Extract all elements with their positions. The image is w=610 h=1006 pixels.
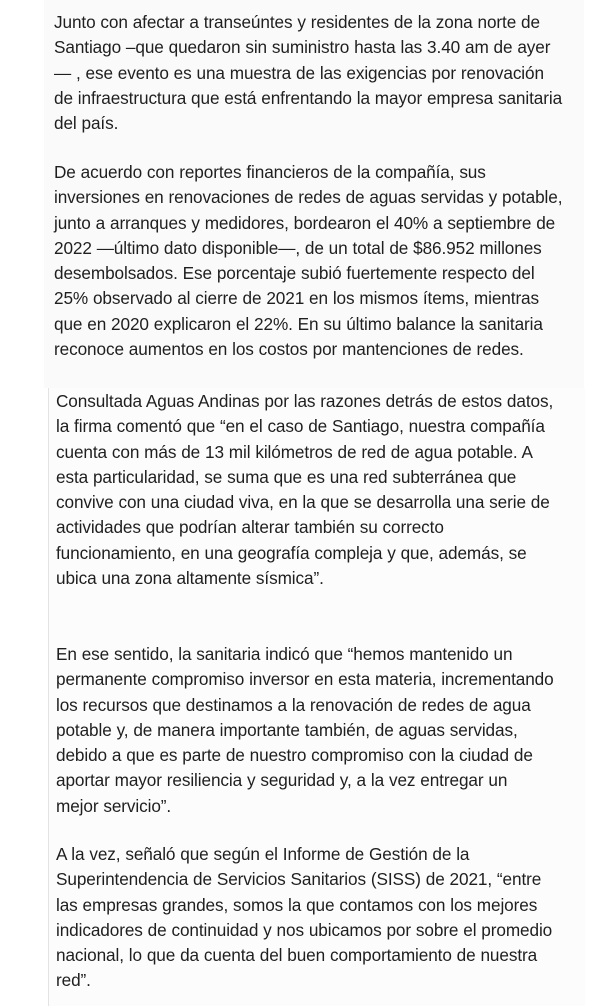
- quote-paragraph: A la vez, señaló que según el Informe de Gestión de la Superintendencia de Servicios Sanitarios (SISS) de 2021, “entre las empresas grandes, somos la que contamos con los mejores indicadores de continuidad y nos ubicamos por sobre el promedio nacional, lo que da cuenta del buen comportamiento de nuestra red”.: [56, 844, 553, 991]
- article-paragraph: Junto con afectar a transeúntes y residentes de la zona norte de Santiago –que quedaron sin suministro hasta las 3.40 am de ayer— , ese evento es una muestra de las exigencias por renovación de infraestructura que está enfrentando la mayor empresa sanitaria del país.: [54, 12, 563, 134]
- quote-paragraph: Consultada Aguas Andinas por las razones detrás de estos datos, la firma comentó que “en el caso de Santiago, nuestra compañía cuenta con más de 13 mil kilómetros de red de agua potable. A esta particularidad, se suma que es una red subterránea que convive con una ciudad viva, en la que se desarrolla una serie de actividades que podrían alterar también su correcto funcionamiento, en una geografía compleja y que, además, se ubica una zona altamente sísmica”.: [56, 391, 554, 589]
- article-paragraph: De acuerdo con reportes financieros de la compañía, sus inversiones en renovaciones de redes de aguas servidas y potable, junto a arranques y medidores, bordearon el 40% a septiembre de 2022 —último dato disponible—, de un total de $86.952 millones desembolsados. Ese porcentaje subió fuertemente respecto del 25% observado al cierre de 2021 en los mismos ítems, mientras que en 2020 explicaron el 22%. En su último balance la sanitaria reconoce aumentos en los costos por mantenciones de redes.: [54, 162, 563, 360]
- quote-paragraph: En ese sentido, la sanitaria indicó que “hemos mantenido un permanente compromiso inversor en esta materia, incrementando los recursos que destinamos a la renovación de redes de agua potable y, de manera importante también, de aguas servidas, debido a que es parte de nuestro compromiso con la ciudad de aportar mayor resiliencia y seguridad y, a la vez entregar un mejor servicio”.: [56, 644, 554, 816]
